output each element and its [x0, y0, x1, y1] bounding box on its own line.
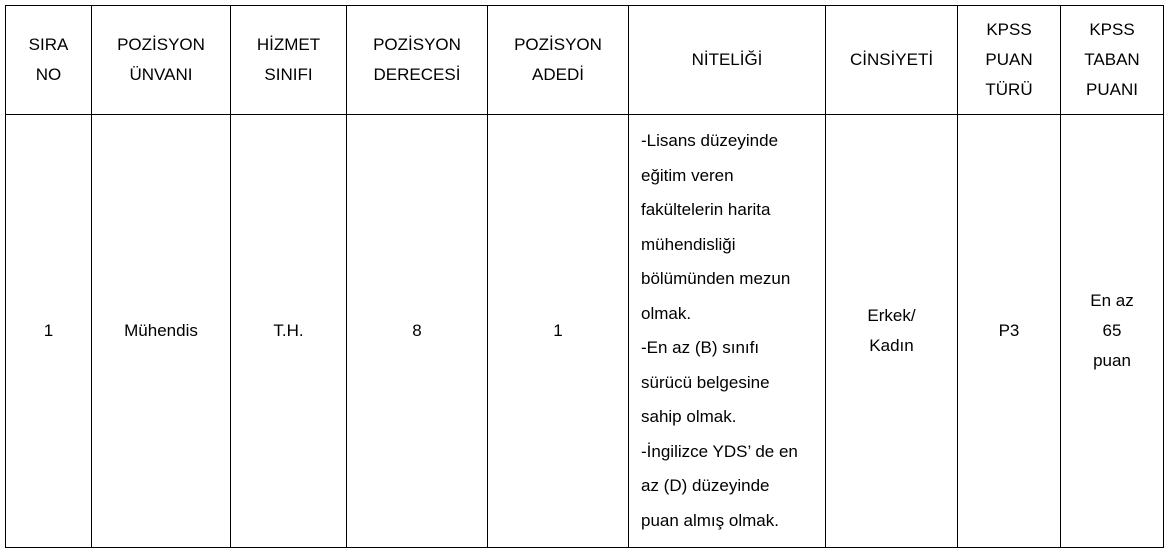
header-line: SIRA: [28, 35, 69, 54]
header-sira-no: [6, 6, 92, 115]
cinsiyeti-line: Erkek/: [867, 306, 916, 325]
header-line: DERECESİ: [373, 65, 461, 84]
table-header-row: [6, 6, 1164, 115]
header-line: POZİSYON: [373, 35, 461, 54]
header-hizmet-sinifi: [231, 6, 347, 115]
header-line: SINIFI: [264, 65, 313, 84]
header-line: POZİSYON: [117, 35, 205, 54]
niteligi-line: sürücü belgesine: [641, 372, 770, 392]
header-kpss-taban-puani: [1061, 6, 1164, 115]
header-line: NO: [35, 65, 62, 84]
niteligi-line: puan almış olmak.: [641, 510, 779, 530]
taban-puani-line: 65: [1102, 321, 1122, 340]
taban-puani-line: En az: [1090, 291, 1134, 310]
header-line: PUANI: [1086, 80, 1138, 99]
niteligi-line: -En az (B) sınıfı: [641, 338, 760, 357]
niteligi-line: mühendisliği: [641, 234, 736, 254]
header-line: KPSS: [986, 20, 1032, 39]
niteligi-line: bölümünden mezun: [641, 269, 791, 288]
niteligi-line: az (D) düzeyinde: [641, 476, 770, 495]
header-line: KPSS: [1089, 20, 1135, 39]
cell-kpss-taban-puani: [1061, 115, 1164, 548]
niteligi-line: -İngilizce YDS’ de en: [641, 441, 798, 461]
header-pozisyon-adedi: [488, 6, 629, 115]
header-pozisyon-unvani: [92, 6, 231, 115]
header-line: CİNSİYETİ: [849, 50, 934, 69]
table-row: [6, 115, 1164, 548]
cell-pozisyon-unvani: Mühendis: [92, 115, 231, 548]
cell-niteligi: [629, 115, 826, 548]
cell-hizmet-sinifi: T.H.: [231, 115, 347, 548]
header-line: NİTELİĞİ: [691, 50, 763, 69]
header-pozisyon-derecesi: [347, 6, 488, 115]
niteligi-line: -Lisans düzeyinde: [641, 131, 779, 150]
niteligi-line: fakültelerin harita: [641, 200, 771, 219]
header-niteligi: [629, 6, 826, 115]
cell-cinsiyeti: [826, 115, 958, 548]
cell-pozisyon-adedi: 1: [488, 115, 629, 548]
cell-sira-no: 1: [6, 115, 92, 548]
header-line: POZİSYON: [514, 35, 602, 54]
header-line: ÜNVANI: [129, 65, 193, 84]
header-line: TABAN: [1084, 50, 1140, 69]
job-positions-table: [5, 5, 1164, 548]
niteligi-line: eğitim veren: [641, 165, 734, 185]
cell-kpss-puan-turu: P3: [958, 115, 1061, 548]
cinsiyeti-line: Kadın: [869, 336, 914, 355]
header-line: HİZMET: [256, 35, 321, 54]
header-line: ADEDİ: [532, 65, 584, 84]
niteligi-line: olmak.: [641, 303, 692, 323]
header-kpss-puan-turu: [958, 6, 1061, 115]
cell-pozisyon-derecesi: 8: [347, 115, 488, 548]
header-line: PUAN: [985, 50, 1033, 69]
niteligi-line: sahip olmak.: [641, 407, 737, 426]
header-line: TÜRÜ: [985, 80, 1033, 99]
taban-puani-line: puan: [1093, 351, 1131, 370]
header-cinsiyeti: [826, 6, 958, 115]
